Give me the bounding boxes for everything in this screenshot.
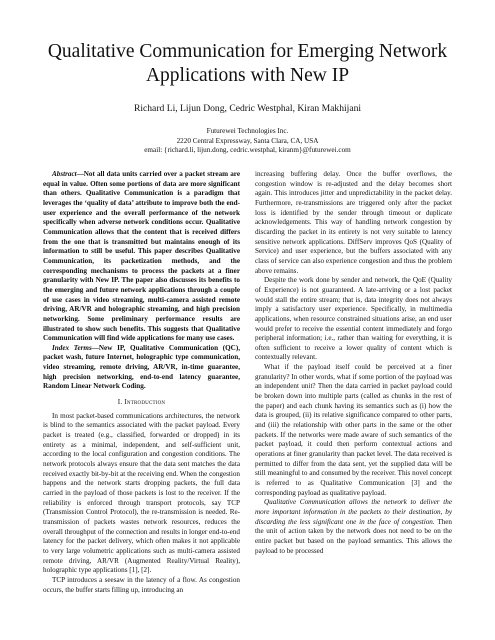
section-number: I. bbox=[117, 398, 125, 407]
index-terms-text: —New IP, Qualitative Communication (QC), packet wash, future Internet, holographic type communication, video streaming, remote driving, AR/VR, in-time guarantee, high precision networking, end-to-end latency guarantee, Random Linear Network Coding. bbox=[43, 343, 240, 391]
title-line-2: Applications with New IP bbox=[145, 65, 350, 86]
affiliation-organization: Futurewei Technologies Inc. bbox=[206, 127, 289, 135]
affiliation-email: email: {richard.li, lijun.dong, cedric.westphal, kiranm}@futurewei.com bbox=[144, 146, 351, 155]
abstract-label: Abstract bbox=[52, 170, 77, 178]
index-terms bbox=[43, 344, 240, 392]
affiliation-address: 2220 Central Expressway, Santa Clara, CA, USA bbox=[176, 136, 319, 145]
abstract bbox=[43, 170, 240, 344]
emphasized-sentence: Qualitative Communication allows the network to deliver the more important information in the packets to their destination, by discarding the less significant one in the face of congestion. bbox=[255, 498, 452, 526]
section-heading bbox=[43, 398, 240, 408]
paragraph bbox=[255, 498, 452, 556]
paragraph: In most packet-based communications architectures, the network is blind to the semantics associated with the packet payload. Every packet is treated (e.g., classified, forwarded or dropped) in its entirety as a minimal, independent, and self-sufficient unit, according to the local configuration and congestion conditions. The network protocols always ensure that the data sent matches the data received exactly bit-by-bit at the receiving end. When the congestion happens and the network starts dropping packets, the full data carried in the payload of those packets is lost to the receiver. If the reliability is enforced through transport protocols, say TCP (Transmission Control Protocol), the re-transmission is needed. Re-transmission of packets wastes network resources, reduces the overall throughput of the connection and results in longer end-to-end latency for the packet delivery, which often makes it not applicable to very large volumetric applications such as multi-camera assisted remote driving, AR/VR (Augmented Reality/Virtual Reality), holographic type applications [1], [2]. bbox=[43, 411, 240, 575]
paragraph: increasing buffering delay. Once the buffer overflows, the congestion window is re-adjusted and the delay becomes short again. This introduces jitter and unpredictability in the packet delay. Furthermore, re-transmissions are triggered only after the packet loss is identified by the sender through timeout or duplicate acknowledgements. This way of handling network congestion by discarding the packet in its entirety is not very suitable to latency sensitive network applications. DiffServ improves QoS (Quality of Service) and user experience, but the buffers associated with any class of service can also experience congestion and thus the problem above remains. bbox=[255, 170, 452, 275]
affiliation-block bbox=[40, 127, 455, 156]
index-terms-label: Index Terms bbox=[52, 343, 92, 352]
paper-title bbox=[40, 40, 455, 88]
paragraph: TCP introduces a seesaw in the latency of a flow. As congestion occurs, the buffer starts filling up, introducing an bbox=[43, 575, 240, 594]
paragraph: Despite the work done by sender and network, the QoE (Quality of Experience) is not guaranteed. A late-arriving or a lost packet would stall the entire stream; that is, data integrity does not always imply a satisfactory user experience. Specifically, in multimedia applications, when resource constrained situations arise, an end user would prefer to receive the essential content immediately and forgo peripheral information; i.e., rather than waiting for everything, it is often sufficient to receive a lower quality of content which is contextually relevant. bbox=[255, 276, 452, 362]
paragraph-continuation: Then the unit of action taken by the network does not need to be on the entire packet but based on the payload semantics. This allows the payload to be processed bbox=[255, 517, 452, 555]
paragraph: What if the payload itself could be perceived at a finer granularity? In other words, what if some portion of the payload was an independent unit? Then the data carried in packet payload could be broken down into multiple parts (called as chunks in the rest of the paper) and each chunk having its semantics such as (i) how the data is grouped, (ii) its relative significance compared to other parts, and (iii) the relationship with other parts in the same or the other packets. If the networks were made aware of such semantics of the packet payload, it could then perform contextual actions and operations at finer granularity than packet level. The data received is permitted to differ from the data sent, yet the supplied data will be still meaningful to and consumed by the receiver. This novel concept is referred to as Qualitative Communication [3] and the corresponding payload as qualitative payload. bbox=[255, 363, 452, 497]
left-column bbox=[43, 170, 240, 595]
section-title: Introduction bbox=[124, 398, 166, 407]
right-column bbox=[255, 170, 452, 556]
abstract-text: —Not all data units carried over a packet stream are equal in value. Often some portions of data are more significant than others. Qualitative Communication is a paradigm that leverages the ‘quality of data’ attribute to improve both the end-user experience and the overall performance of the network specifically when adverse network conditions occur. Qualitative Communication allows that the content that is received differs from the one that is transmitted but maintains enough of its information to still be useful. This paper describes Qualitative Communication, its packetization methods, and the corresponding mechanisms to process the packets at a finer granularity with New IP. The paper also discusses its benefits to the emerging and future network applications through a couple of use cases in video streaming, multi-camera assisted remote driving, AR/VR and holographic streaming, and high precision networking. Some preliminary performance results are illustrated to show such benefits. This suggests that Qualitative Communication will find wide applications for many use cases. bbox=[43, 170, 240, 343]
author-list: Richard Li, Lijun Dong, Cedric Westphal, Kiran Makhijani bbox=[133, 103, 362, 114]
title-line-1: Qualitative Communication for Emerging Network bbox=[47, 41, 448, 62]
